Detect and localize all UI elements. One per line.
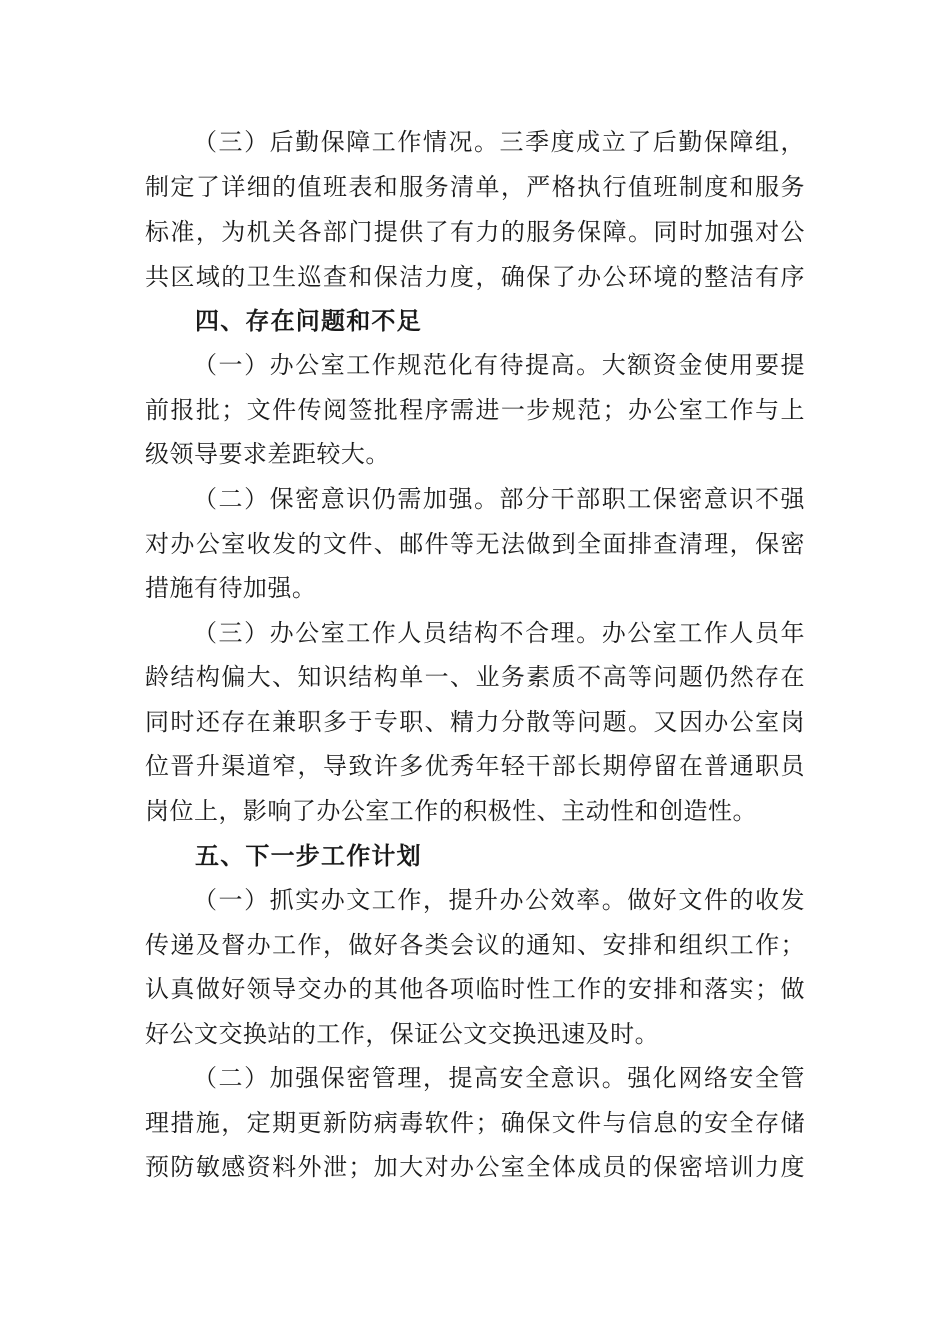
- paragraph-line: 位晋升渠道窄，导致许多优秀年轻干部长期停留在普通职员: [145, 752, 805, 780]
- paragraph-line: 级领导要求差距较大。: [145, 440, 390, 468]
- paragraph-line: 龄结构偏大、知识结构单一、业务素质不高等问题仍然存在: [145, 663, 805, 691]
- paragraph-line: 标准，为机关各部门提供了有力的服务保障。同时加强对公: [145, 218, 805, 246]
- paragraph-line: 传递及督办工作，做好各类会议的通知、安排和组织工作；: [145, 931, 805, 959]
- paragraph-line: 共区域的卫生巡查和保洁力度，确保了办公环境的整洁有序: [145, 263, 805, 291]
- paragraph-line: 对办公室收发的文件、邮件等无法做到全面排查清理，保密: [145, 530, 805, 558]
- paragraph-line: （二）加强保密管理，提高安全意识。强化网络安全管: [193, 1064, 805, 1092]
- paragraph-line: 岗位上，影响了办公室工作的积极性、主动性和创造性。: [145, 797, 757, 825]
- paragraph-line: 措施有待加强。: [145, 574, 317, 602]
- paragraph-line: （三）办公室工作人员结构不合理。办公室工作人员年: [193, 619, 805, 647]
- paragraph-line: 同时还存在兼职多于专职、精力分散等问题。又因办公室岗: [145, 708, 805, 736]
- paragraph-line: 认真做好领导交办的其他各项临时性工作的安排和落实；做: [145, 975, 805, 1003]
- paragraph-line: 前报批；文件传阅签批程序需进一步规范；办公室工作与上: [145, 396, 805, 424]
- paragraph-line: 好公文交换站的工作，保证公文交换迅速及时。: [145, 1020, 660, 1048]
- paragraph-line: 预防敏感资料外泄；加大对办公室全体成员的保密培训力度: [145, 1153, 805, 1181]
- paragraph-line: （一）抓实办文工作，提升办公效率。做好文件的收发: [193, 886, 805, 914]
- paragraph-line: 理措施，定期更新防病毒软件；确保文件与信息的安全存储: [145, 1109, 805, 1137]
- section-heading: 四、存在问题和不足: [195, 307, 422, 335]
- section-heading: 五、下一步工作计划: [195, 842, 422, 870]
- paragraph-line: （三）后勤保障工作情况。三季度成立了后勤保障组，: [193, 128, 805, 156]
- paragraph-line: （二）保密意识仍需加强。部分干部职工保密意识不强: [193, 485, 805, 513]
- paragraph-line: 制定了详细的值班表和服务清单，严格执行值班制度和服务: [145, 173, 805, 201]
- paragraph-line: （一）办公室工作规范化有待提高。大额资金使用要提: [193, 351, 805, 379]
